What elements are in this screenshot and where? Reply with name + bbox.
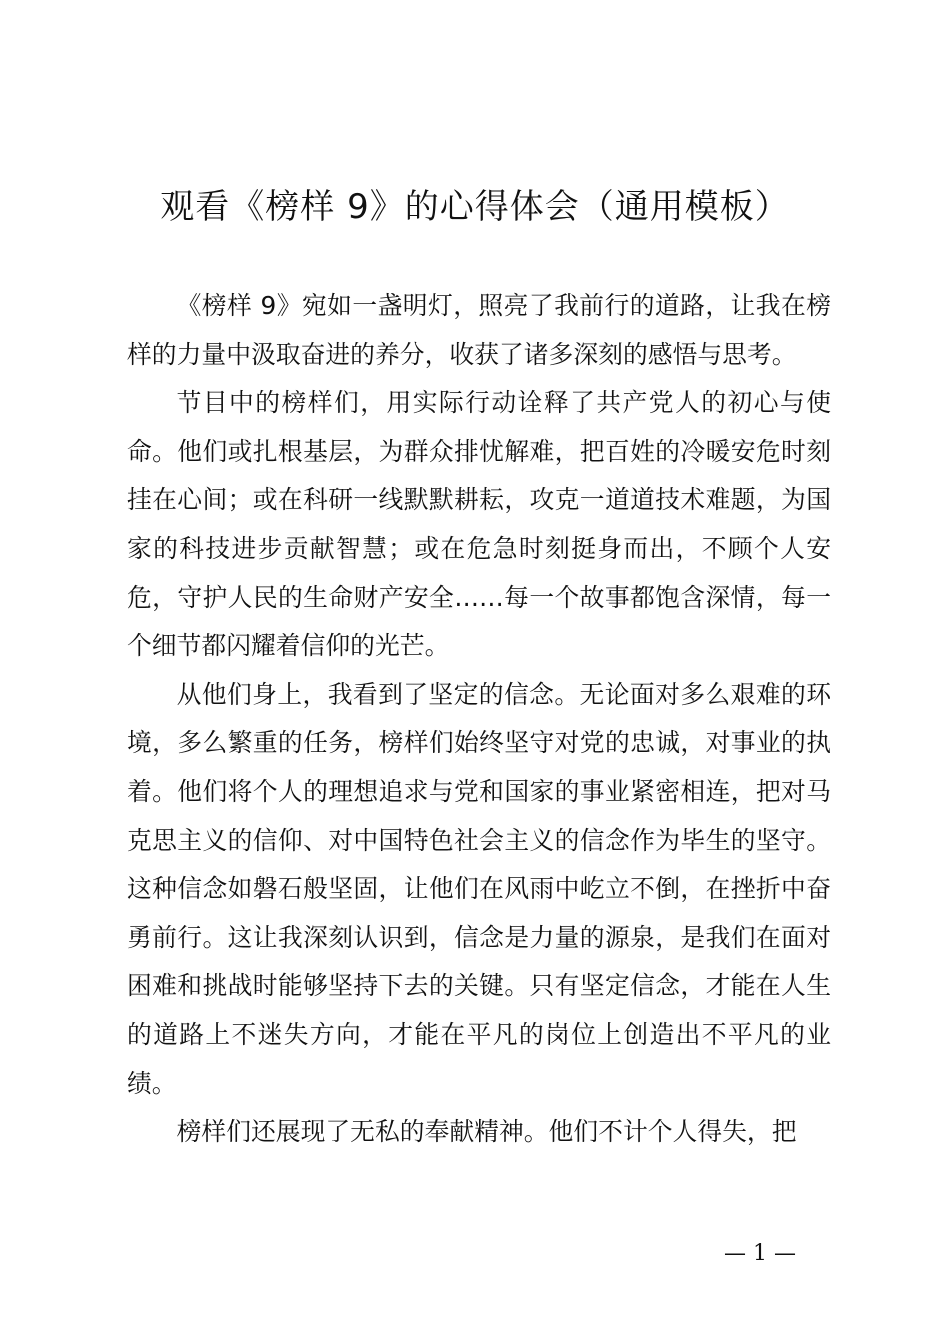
page-number: — 1 — — [724, 1241, 796, 1266]
document-body — [127, 282, 831, 1157]
paragraph-firm-belief: 从他们身上，我看到了坚定的信念。无论面对多么艰难的环境，多么繁重的任务，榜样们始终坚守对党的忠诚，对事业的执着。他们将个人的理想追求与党和国家的事业紧密相连，把对马克思主义的信仰、对中国特色社会主义的信念作为毕生的坚守。这种信念如磐石般坚固，让他们在风雨中屹立不倒，在挫折中奋勇前行。这让我深刻认识到，信念是力量的源泉，是我们在面对困难和挑战时能够坚持下去的关键。只有坚定信念，才能在人生的道路上不迷失方向，才能在平凡的岗位上创造出不平凡的业绩。 — [127, 679, 831, 1098]
document-title: 观看《榜样 9》的心得体会（通用模板） — [160, 187, 790, 227]
paragraph-dedication: 榜样们还展现了无私的奉献精神。他们不计个人得失，把 — [176, 1117, 797, 1147]
paragraph-role-models: 节目中的榜样们，用实际行动诠释了共产党人的初心与使命。他们或扎根基层，为群众排忧解难，把百姓的冷暖安危时刻挂在心间；或在科研一线默默耕耘，攻克一道道技术难题，为国家的科技进步贡献智慧；或在危急时刻挺身而出，不顾个人安危，守护人民的生命财产安全……每一个故事都饱含深情，每一个细节都闪耀着信仰的光芒。 — [127, 388, 831, 661]
paragraph-intro: 《榜样 9》宛如一盏明灯，照亮了我前行的道路，让我在榜样的力量中汲取奋进的养分，收获了诸多深刻的感悟与思考。 — [127, 291, 831, 369]
